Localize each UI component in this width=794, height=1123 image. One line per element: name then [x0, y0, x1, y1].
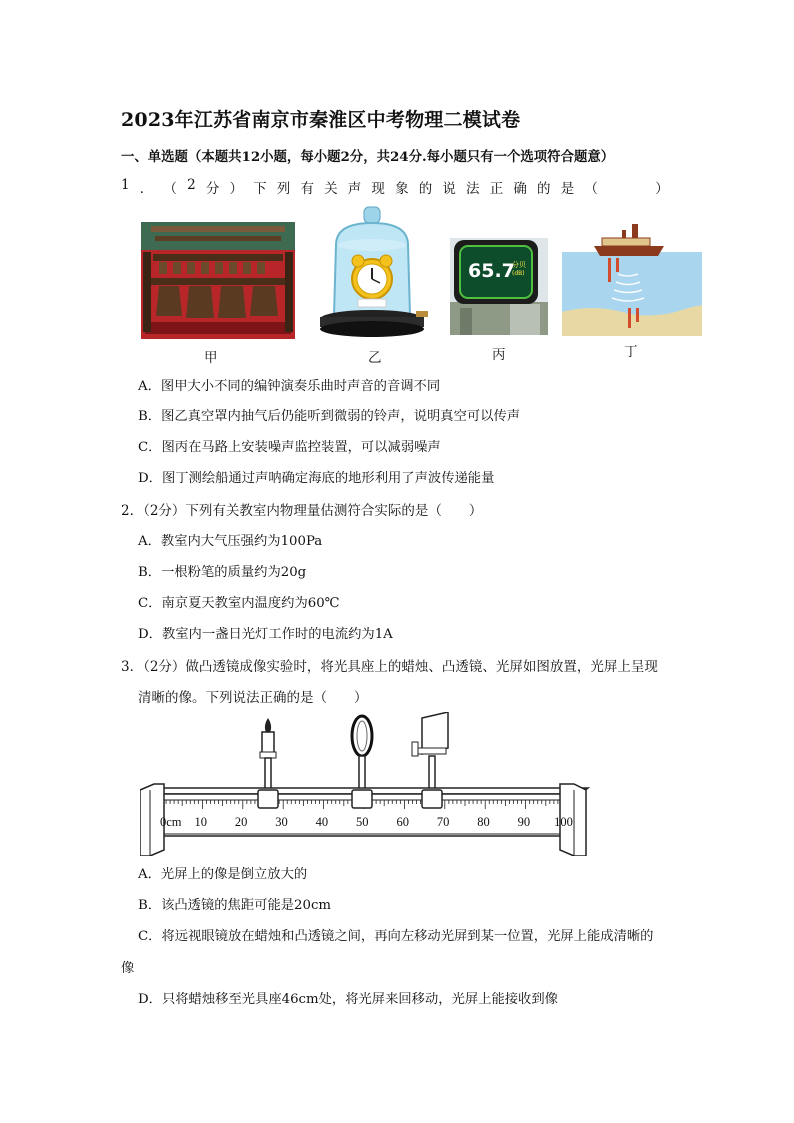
ruler-label-20: 20 [234, 815, 248, 829]
figure-caption-yi: 乙 [368, 350, 382, 366]
figure-sonar-ship-image [562, 212, 702, 336]
q2-option-b: B．一根粉笔的质量约为20g [138, 565, 307, 580]
q1-option-c: C．图丙在马路上安装噪声监控装置，可以减弱噪声 [138, 440, 441, 455]
q2-option-d: D．教室内一盏日光灯工作时的电流约为1A [138, 627, 393, 642]
figure-caption-ding: 丁 [624, 344, 638, 360]
ruler-label-10: 10 [194, 815, 207, 829]
optical-bench-icon [140, 712, 596, 856]
q2-option-c: C．南京夏天教室内温度约为60℃ [138, 596, 340, 611]
q1-stem: 1 ． （ 2 分 ） 下 列 有 关 声 现 象 的 说 法 正 确 的 是 （ ） [121, 177, 669, 197]
ruler-label-90: 90 [517, 815, 531, 829]
section-heading: 一、单选题（本题共12小题，每小题2分，共24分.每小题只有一个选项符合题意） [121, 149, 615, 165]
q3-stem-line2: 清晰的像。下列说法正确的是（ ） [138, 690, 368, 706]
ruler-label-100: 100 [554, 815, 573, 829]
ruler-label-0: 0cm [160, 815, 182, 829]
figure-noise-monitor-image [450, 238, 548, 335]
q3-option-a: A．光屏上的像是倒立放大的 [138, 867, 308, 882]
figure-bells-image [141, 222, 295, 339]
q1-option-d: D．图丁测绘船通过声呐确定海底的地形利用了声波传递能量 [138, 471, 495, 486]
noise-reading-unit: 分贝 [512, 261, 526, 269]
q3-option-d: D．只将蜡烛移至光具座46cm处，将光屏来回移动，光屏上能接收到像 [138, 992, 558, 1007]
noise-reading-sub: (dB) [512, 270, 525, 277]
noise-monitor-icon [450, 238, 548, 335]
ruler-label-40: 40 [315, 815, 329, 829]
page-title: 2023年江苏省南京市秦淮区中考物理二模试卷 [121, 109, 521, 131]
figure-caption-jia: 甲 [204, 350, 218, 366]
q2-option-a: A．教室内大气压强约为100Pa [138, 534, 323, 549]
q3-option-c: C．将远视眼镜放在蜡烛和凸透镜之间，再向左移动光屏到某一位置，光屏上能成清晰的 [138, 929, 654, 944]
q3-option-b: B．该凸透镜的焦距可能是20cm [138, 898, 332, 913]
figure-bell-jar-image [318, 205, 430, 340]
ruler-label-60: 60 [396, 815, 409, 829]
ruler-label-80: 80 [477, 815, 490, 829]
figure-optical-bench [140, 712, 596, 856]
q2-stem: 2．（2分）下列有关教室内物理量估测符合实际的是（ ） [121, 503, 483, 519]
screen-icon [412, 712, 448, 792]
q3-option-c-cont: 像 [121, 961, 135, 976]
bells-icon [141, 222, 295, 339]
bell-jar-icon [318, 205, 430, 340]
figure-caption-bing: 丙 [492, 347, 506, 363]
candle-icon [260, 718, 276, 792]
ruler-label-30: 30 [275, 815, 288, 829]
noise-reading-value: 65.7 [468, 260, 515, 282]
sonar-ship-icon [562, 212, 702, 336]
lens-icon [352, 716, 372, 792]
q1-option-b: B．图乙真空罩内抽气后仍能听到微弱的铃声，说明真空可以传声 [138, 409, 521, 424]
ruler-label-50: 50 [356, 815, 369, 829]
q1-option-a: A．图甲大小不同的编钟演奏乐曲时声音的音调不同 [138, 379, 441, 394]
q3-stem-line1: 3．（2分）做凸透镜成像实验时，将光具座上的蜡烛、凸透镜、光屏如图放置，光屏上呈现 [121, 659, 658, 675]
ruler-label-70: 70 [436, 815, 450, 829]
